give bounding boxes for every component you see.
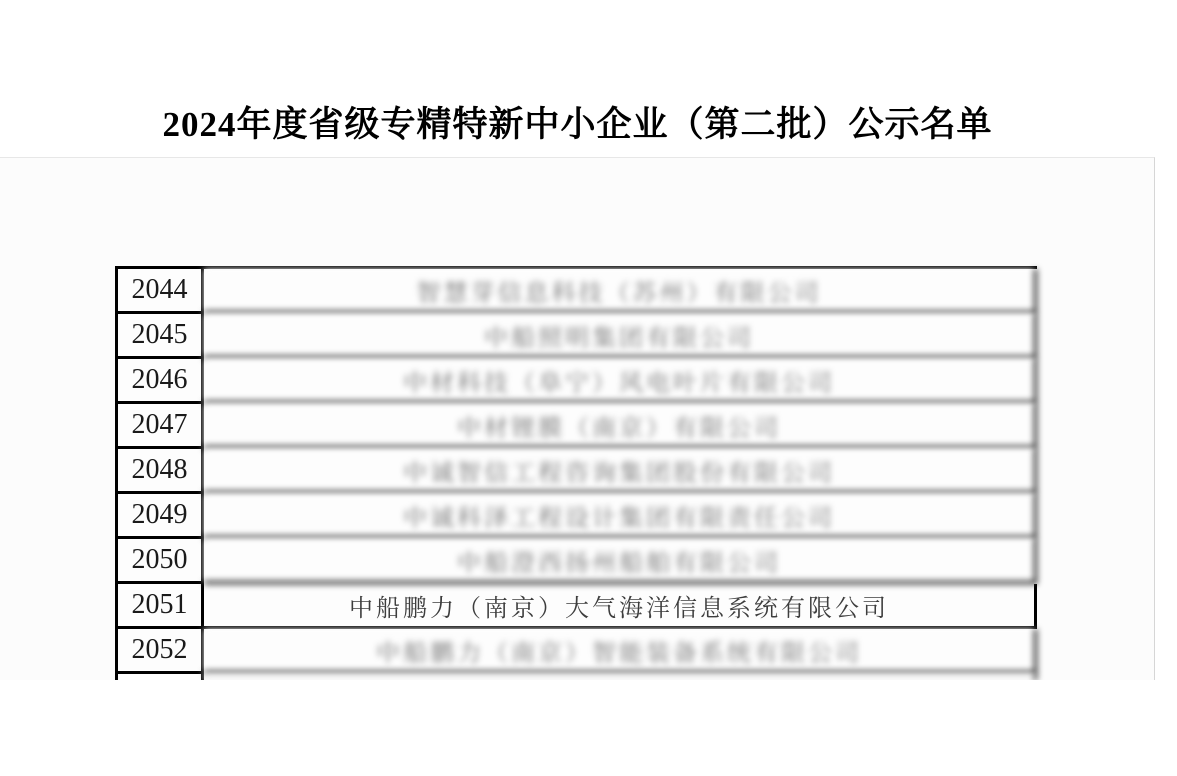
company-name-cell <box>204 359 1037 404</box>
row-number-cell <box>118 584 204 629</box>
row-number: 2047 <box>131 409 188 440</box>
company-name: 中船照明集团有限公司 <box>484 325 754 352</box>
row-number-cell <box>118 674 204 680</box>
row-number-cell <box>118 404 204 449</box>
company-name-cell <box>204 494 1037 539</box>
row-number-cell <box>118 449 204 494</box>
table-rows-container <box>118 269 1037 674</box>
company-name-cell <box>204 539 1037 584</box>
table-row <box>118 359 1037 404</box>
table-row <box>118 314 1037 359</box>
company-name-cell <box>204 269 1037 314</box>
row-number: 2052 <box>131 634 188 665</box>
company-name-cell <box>204 629 1037 674</box>
table-row <box>118 449 1037 494</box>
company-name: 中诚科泽工程设计集团有限责任公司 <box>403 505 835 532</box>
company-name: 中船鹏力（南京）智能装备系统有限公司 <box>376 640 862 667</box>
table-row <box>118 584 1037 629</box>
company-name-cell <box>204 584 1037 629</box>
row-number: 2046 <box>131 364 188 395</box>
company-name-cell <box>204 674 1037 680</box>
company-name: 智慧芽信息科技（苏州）有限公司 <box>416 280 822 307</box>
row-number-cell <box>118 539 204 584</box>
row-number: 2051 <box>131 589 188 620</box>
row-number-cell <box>118 629 204 674</box>
company-name: 中材锂膜（南京）有限公司 <box>457 415 781 442</box>
company-name-cell <box>204 314 1037 359</box>
table-row <box>118 629 1037 674</box>
company-name-cell <box>204 404 1037 449</box>
table-row <box>118 539 1037 584</box>
company-name: 中船鹏力（南京）大气海洋信息系统有限公司 <box>349 595 889 622</box>
table-row-partial <box>118 674 1037 680</box>
row-number: 2045 <box>131 319 188 350</box>
document-page-panel <box>0 157 1155 680</box>
table-row <box>118 269 1037 314</box>
company-name-cell <box>204 449 1037 494</box>
row-number: 2044 <box>131 274 188 305</box>
row-number-cell <box>118 359 204 404</box>
table-row <box>118 404 1037 449</box>
company-name: 中材科技（阜宁）风电叶片有限公司 <box>403 370 835 397</box>
row-number-cell <box>118 494 204 539</box>
company-name: 中船澄西扬州船舶有限公司 <box>457 550 781 577</box>
row-number: 2048 <box>131 454 188 485</box>
company-name: 中诚智信工程咨询集团股份有限公司 <box>403 460 835 487</box>
table-row <box>118 494 1037 539</box>
company-list-table <box>115 266 1037 680</box>
row-number: 2050 <box>131 544 188 575</box>
row-number-cell <box>118 269 204 314</box>
row-number-cell <box>118 314 204 359</box>
page-title: 2024年度省级专精特新中小企业（第二批）公示名单 <box>162 105 993 144</box>
row-number: 2049 <box>131 499 188 530</box>
